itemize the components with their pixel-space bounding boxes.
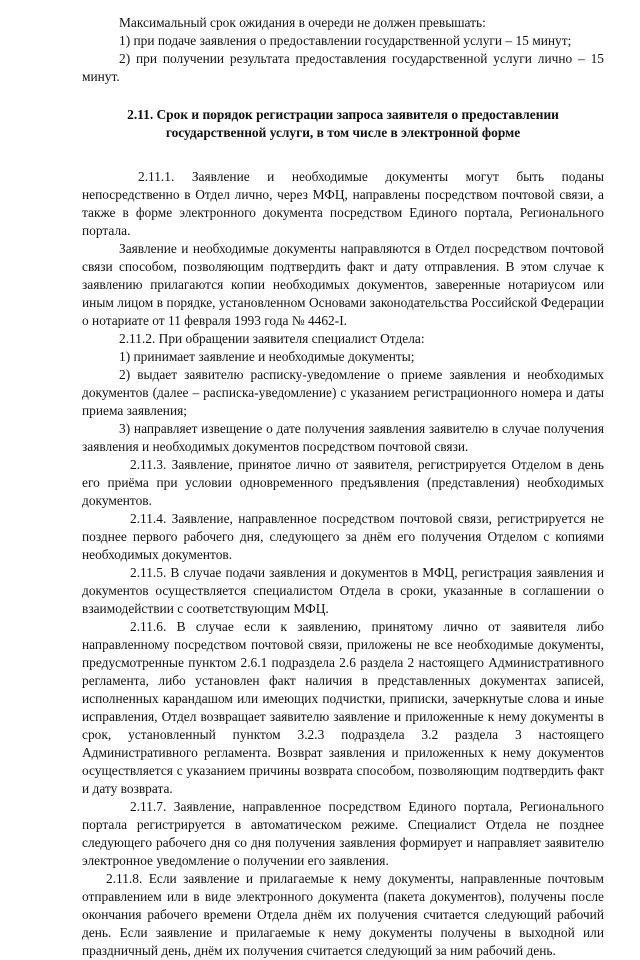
list-item-accepts: 1) принимает заявление и необходимые документы; <box>119 349 415 364</box>
section-heading: 2.11. Срок и порядок регистрации запроса заявителя о предоставлении государственной услуги, в том числе в электронной форме <box>127 107 559 140</box>
list-item-receipt: 2) выдает заявителю расписку-уведомление о приеме заявления и необходимых документов (далее – расписка-уведомление) с указанием регистрационного номера и даты приема заявления; <box>82 367 604 418</box>
paragraph-2-11-4: 2.11.4. Заявление, направленное посредством почтовой связи, регистрируется не позднее первого рабочего дня, следующего за днём его получения Отделом с копиями необходимых документов. <box>82 511 604 562</box>
paragraph-2-11-3: 2.11.3. Заявление, принятое лично от заявителя, регистрируется Отделом в день его приёма при условии одновременного предъявления (представления) необходимых документов. <box>82 457 604 508</box>
paragraph-2-11-1: 2.11.1. Заявление и необходимые документы могут быть поданы непосредственно в Отдел лично, через МФЦ, направлены посредством почтовой связи, а также в форме электронного документа посредством Единого портала, Регионального портала. <box>82 169 604 238</box>
paragraph-2-11-8: 2.11.8. Если заявление и прилагаемые к нему документы, направленные почтовым отправлением или в виде электронного документа (пакета документов), получены после окончания рабочего времени Отдела днём их получения считается следующий рабочий день. Если заявление и прилагаемые к нему документы получены в выходной или праздничный день, днём их получения считается следующий за ним рабочий день. <box>82 871 604 958</box>
paragraph-2-11-6: 2.11.6. В случае если к заявлению, принятому лично от заявителя либо направленному посредством почтовой связи, приложены не все необходимые документы, предусмотренные пунктом 2.6.1 подраздела 2.6 раздела 2 настоящего Административного регламента, либо установлен факт наличия в представленных документах записей, исполненных карандашом или имеющих подчистки, приписки, зачеркнутые слова и иные исправления, Отдел возвращает заявителю заявление и приложенные к нему документы в срок, установленный пунктом 3.2.3 подраздела 3.2 раздела 3 настоящего Административного регламента. Возврат заявления и приложенных к нему документов осуществляется с указанием причины возврата способом, позволяющим подтвердить факт и дату возврата. <box>82 619 604 796</box>
list-item-notice: 3) направляет извещение о дате получения заявления заявителю в случае получения заявления и необходимых документов посредством почтовой связи. <box>82 421 604 454</box>
paragraph-2-11-5: 2.11.5. В случае подачи заявления и документов в МФЦ, регистрация заявления и документов осуществляется специалистом Отдела в сроки, указанные в соглашении о взаимодействии с соответствующим МФЦ. <box>82 565 604 616</box>
waiting-time-item-2: 2) при получении результата предоставления государственной услуги лично – 15 минут. <box>82 51 604 84</box>
paragraph-postal-submission: Заявление и необходимые документы направляются в Отдел посредством почтовой связи способом, позволяющим подтвердить факт и дату отправления. В этом случае к заявлению прилагаются копии необходимых документов, заверенные нотариусом или иным лицом в порядке, установленном Основами законодательства Российской Федерации о нотариате от 11 февраля 1993 года № 4462-I. <box>82 241 604 328</box>
waiting-time-item-1: 1) при подаче заявления о предоставлении государственной услуги – 15 минут; <box>119 33 572 48</box>
paragraph-2-11-7: 2.11.7. Заявление, направленное посредством Единого портала, Регионального портала регистрируется в автоматическом режиме. Специалист Отдела не позднее следующего рабочего дня со дня получения заявления формирует и направляет заявителю электронное уведомление о получении его заявления. <box>82 799 604 868</box>
paragraph-2-11-2: 2.11.2. При обращении заявителя специалист Отдела: <box>119 331 425 346</box>
waiting-time-intro: Максимальный срок ожидания в очереди не должен превышать: <box>119 15 486 30</box>
